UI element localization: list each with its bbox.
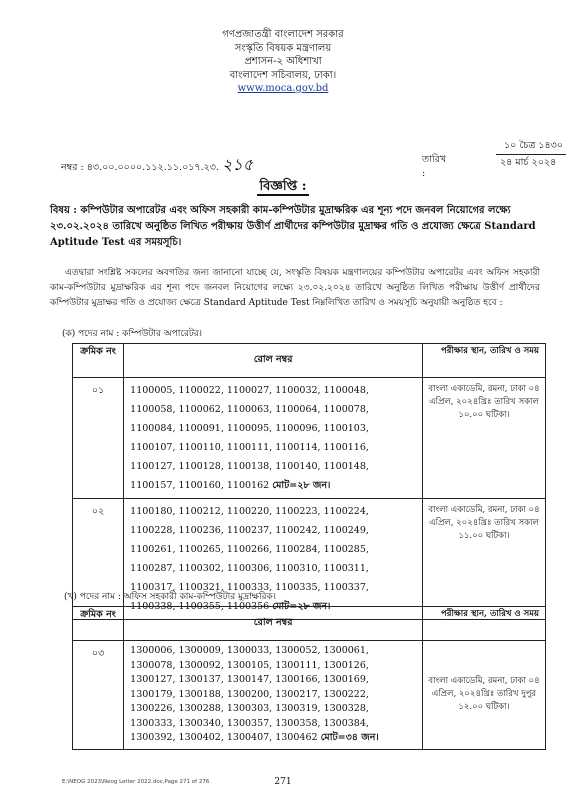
govt-name: গণপ্রজাতন্ত্রী বাংলাদেশ সরকার — [222, 29, 344, 40]
date-bangla: ১০ চৈত্র ১৪৩০ — [504, 140, 564, 151]
date-label: তারিখ : — [422, 154, 447, 179]
ministry-name: সংস্কৃতি বিষয়ক মন্ত্রণালয় — [234, 42, 332, 54]
notice-title-wrap — [0, 175, 566, 198]
header-venue: পরীক্ষার স্থান, তারিখ ও সময় — [423, 344, 546, 378]
table-header-row — [73, 607, 546, 641]
roll-numbers: 1300006, 1300009, 1300033, 1300052, 1300061, 1300078, 1300092, 1300105, 1300111, 1300126, 1300127, 1300137, 1300147, 1300166, 1300169, 1300179, 1300188, 1300200, 1300217, 1300222, 1300226, 1300288, 1300303, 1300319, 1300328, 1300333, 1300340, 1300357, 1300358, 1300384, 1300392, 1300402, 1300407, 1300462 — [130, 645, 369, 743]
subject-line: বিষয় : কম্পিউটার অপারেটর এবং অফিস সহকারী কাম-কম্পিউটার মুদ্রাক্ষরিক এর শূন্য পদে জনবল নিয়োগের লক্ষ্যে ২৩.০২.২০২৪ তারিখে অনুষ্ঠিত লিখিত পরীক্ষায় উত্তীর্ণ প্রার্থীদের কম্পিউটার মুদ্রাক্ষর গতি ও প্রযোজ্য ক্ষেত্রে Standard Aptitude Test এর সময়সূচি। — [50, 205, 536, 248]
roll-total: মোট=২৮ জন। — [272, 601, 331, 612]
header-roll: রোল নম্বর — [124, 344, 423, 378]
table-office-assistant — [72, 606, 546, 750]
website-link[interactable]: www.moca.gov.bd — [237, 83, 329, 94]
memo-label: নম্বর : ৪৩.০০.০০০০.১১২.১১.০১৭.২৩. — [61, 162, 219, 173]
section-a-label: (ক) পদের নাম : কম্পিউটার অপারেটর। — [62, 329, 202, 339]
notice-body: এতদ্বারা সংশ্লিষ্ট সকলের অবগতির জন্য জানানো যাচ্ছে যে, সংস্কৃতি বিষয়ক মন্ত্রণালয়ের কম্পিউটার অপারেটর এবং অফিস সহকারী কাম-কম্পিউটার মুদ্রাক্ষরিক এর শূন্য পদে জনবল নিয়োগের লক্ষ্যে ২৩.০২.২০২৪ তারিখে অনুষ্ঠিত লিখিত পরীক্ষায় উত্তীর্ণ প্রার্থীদের কম্পিউটার মুদ্রাক্ষর গতি ও প্রযোজ্য ক্ষেত্রে Standard Aptitude Test নিম্নলিখিত তারিখ ও সময়সূচি অনুযায়ী অনুষ্ঠিত হবে : — [50, 268, 540, 308]
table-computer-operator — [72, 343, 546, 620]
letterhead — [0, 28, 566, 96]
roll-list — [124, 378, 423, 499]
roll-numbers: 1100180, 1100212, 1100220, 1100223, 1100224, 1100228, 1100236, 1100237, 1100242, 1100249, 1100261, 1100265, 1100266, 1100284, 1100285, 1100287, 1100302, 1100306, 1100310, 1100311, 1100317, 1100321, 1100333, 1100335, 1100337, 1100338, 1100355, 1100356 — [130, 506, 369, 612]
section-b-label: (খ) পদের নাম : অফিস সহকারী কাম-কম্পিউটার মুদ্রাক্ষরিক। — [64, 592, 277, 602]
roll-total: মোট=২৮ জন। — [272, 480, 331, 491]
date-gregorian: ২৪ মার্চ ২০২৪ — [500, 157, 557, 168]
row-serial: ০১ — [73, 378, 124, 499]
row-venue: বাংলা একাডেমি, রমনা, ঢাকা ০৪ এপ্রিল, ২০২৪খ্রিঃ তারিখ সকাল ১১.০০ ঘটিকা। — [423, 499, 546, 620]
header-serial: ক্রমিক নং — [73, 344, 124, 378]
table-row — [73, 378, 546, 499]
row-venue: বাংলা একাডেমি, রমনা, ঢাকা ০৪ এপ্রিল, ২০২৪খ্রিঃ তারিখ সকাল ১০.০০ ঘটিকা। — [423, 378, 546, 499]
header-venue: পরীক্ষার স্থান, তারিখ ও সময় — [423, 607, 546, 641]
date-divider — [496, 154, 566, 155]
notice-title: বিজ্ঞপ্তি : — [259, 179, 307, 194]
roll-total: মোট=৩৪ জন। — [320, 732, 379, 743]
roll-list — [124, 641, 423, 750]
table-header-row — [73, 344, 546, 378]
row-venue: বাংলা একাডেমি, রমনা, ঢাকা ০৪ এপ্রিল, ২০২৪খ্রিঃ তারিখ দুপুর ১২.০০ ঘটিকা। — [423, 641, 546, 750]
header-roll: রোল নম্বর — [124, 607, 423, 641]
wing-name: প্রশাসন-২ অধিশাখা — [244, 56, 322, 67]
table-row — [73, 641, 546, 750]
row-serial: ০৩ — [73, 641, 124, 750]
page-number: 271 — [274, 777, 292, 787]
header-serial: ক্রমিক নং — [73, 607, 124, 641]
footer-file-path: E:\NEOG 2023\Neog Letter 2022.doc,Page 271 of 276 — [62, 779, 210, 785]
roll-numbers: 1100005, 1100022, 1100027, 1100032, 1100048, 1100058, 1100062, 1100063, 1100064, 1100078, 1100084, 1100091, 1100095, 1100096, 1100103, 1100107, 1100110, 1100111, 1100114, 1100116, 1100127, 1100128, 1100138, 1100140, 1100148, 1100157, 1100160, 1100162 — [130, 385, 369, 491]
secretariat-address: বাংলাদেশ সচিবালয়, ঢাকা। — [229, 69, 337, 81]
memo-handwritten-number: ২১৫ — [221, 155, 254, 174]
row-serial: ০২ — [73, 499, 124, 620]
